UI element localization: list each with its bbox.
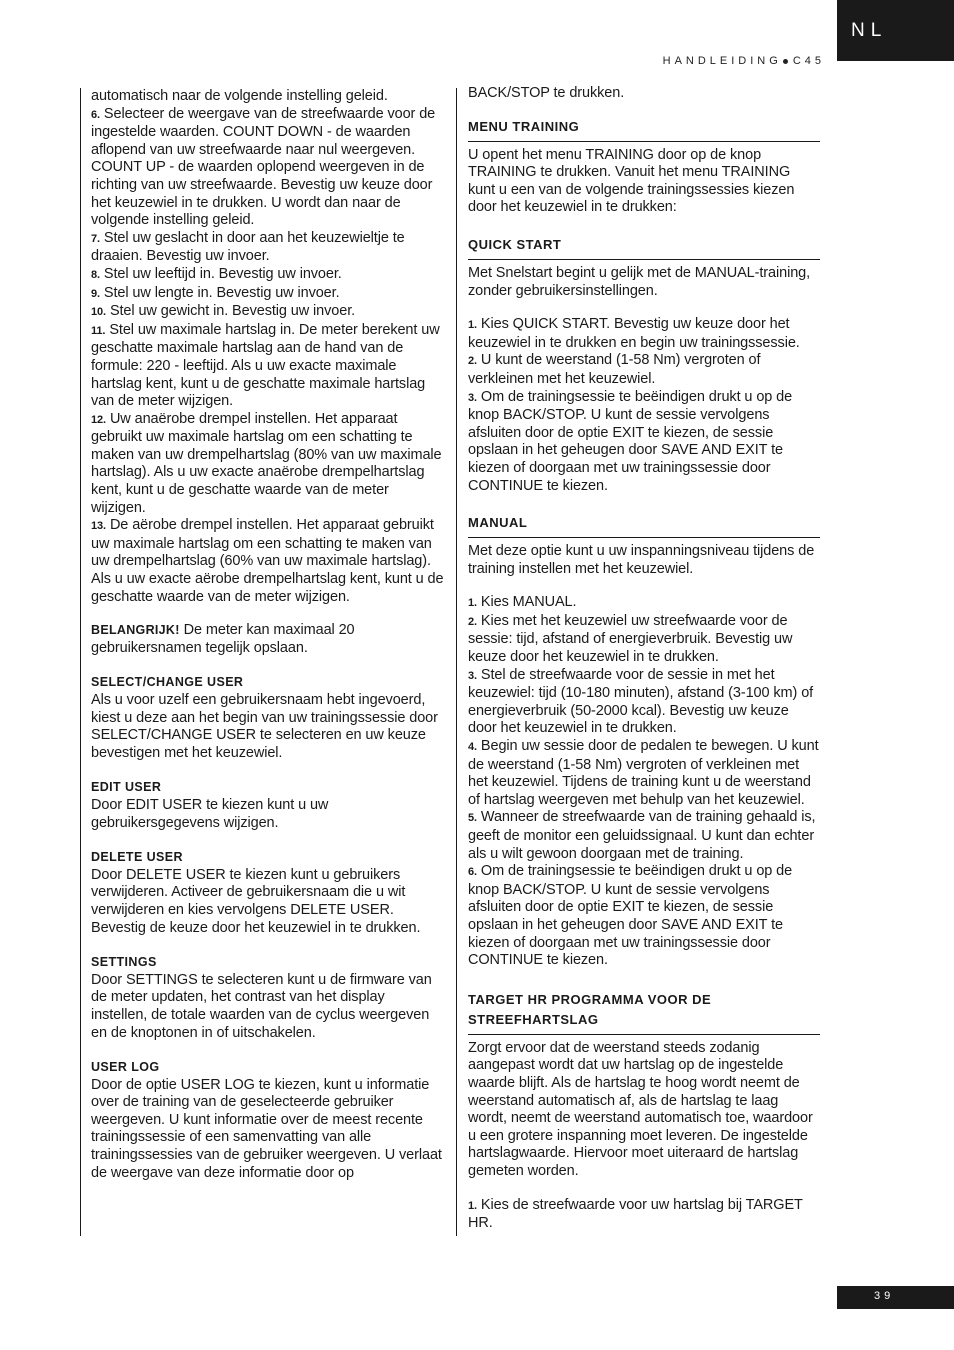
step-number: 10. [91,306,106,319]
step-number: 6. [91,108,100,121]
step-item [91,285,444,304]
step-text: Stel uw maximale hartslag in. De meter berekent uw geschatte maximale hartslag aan de hand van de formule: 220 - leeftijd. Als u uw exacte maximale hartslag kent, kunt u de geschatte maximale hartslag van de meter wijzigen. [91,321,440,410]
step-number: 9. [91,287,100,300]
step-number: 5. [468,812,477,825]
step-text: Kies met het keuzewiel uw streefwaarde voor de sessie: tijd, afstand of energieverbruik. Bevestig uw keuze door het keuzewiel in te drukken. [468,612,793,666]
header-manual-label: HANDLEIDING [662,55,782,67]
heading-quick-start: QUICK START [468,235,820,260]
step-item [468,389,820,496]
left-column [80,88,444,1236]
step-number: 1. [468,597,477,610]
text-quick-start: Met Snelstart begint u gelijk met de MANUAL-training, zonder gebruikersinstellingen. [468,264,811,299]
heading-target-hr-line1: TARGET HR PROGRAMMA VOOR DE [468,991,712,1007]
step-text: Kies MANUAL. [480,594,577,611]
step-text: Om de trainingsessie te beëindigen drukt u op de knop BACK/STOP. U kunt de sessie vervolgens afsluiten door de optie EXIT te kiezen, de sessie opslaan in het geheugen door SAVE AND EXIT te kiezen of doorgaan met uw trainingssessie door CONTINUE te kiezen. [468,388,793,494]
section-text-delete-user: Door DELETE USER te kiezen kunt u gebruikers verwijderen. Activeer de gebruikersnaam die u wit verwijderen en kies vervolgens DELETE USER. Bevestig de keuze door het keuzewiel in te drukken. [91,866,421,936]
section-text-user-log: Door de optie USER LOG te kiezen, kunt u informatie over de training van de geselecteerde gebruiker weergeven. U kunt informatie over de meest recente trainingssessie of een samenvatting van alle trainingssessies van de gebruiker weergeven. U verlaat de weergave van deze informatie door op [91,1076,442,1181]
step-item [468,863,820,970]
step-number: 11. [91,324,106,337]
section-text-select-change-user: Als u voor uzelf een gebruikersnaam hebt ingevoerd, kiest u deze aan het begin van uw trainingssessie door SELECT/CHANGE USER te selecteren en uw keuze bevestigen met het keuzewiel. [91,692,438,761]
step-number: 4. [468,741,477,754]
paragraph-intro: automatisch naar de volgende instelling geleid. [91,88,388,104]
step-item [91,303,444,322]
section-title-user-log: USER LOG [91,1060,160,1075]
important-label: BELANGRIJK! [91,623,180,638]
step-text: Kies QUICK START. Bevestig uw keuze door het keuzewiel in te drukken en begin uw trainingssessie. [468,316,800,351]
step-number: 2. [468,355,477,368]
step-number: 7. [91,232,100,245]
step-number: 2. [468,615,477,628]
step-number: 3. [468,669,477,682]
running-header [663,55,825,67]
text-menu-training: U opent het menu TRAINING door op de knop TRAINING te drukken. Vanuit het menu TRAINING kunt u een van de volgende trainingssessies kiezen door het keuzewiel in te drukken: [468,146,795,216]
important-note [91,622,444,657]
step-item [91,266,444,285]
section-title-select-change-user: SELECT/CHANGE USER [91,675,244,690]
section-title-settings: SETTINGS [91,955,157,970]
heading-target-hr [468,990,820,1035]
text-target-hr: Zorgt ervoor dat de weerstand steeds zodanig aangepast wordt dat uw hartslag op de ingestelde waarde blijft. Als de hartslag te hoog wordt neemt de weerstand automatisch af, als de hartslag te laag wordt, neemt de weerstand automatisch toe, waardoor u een grotere inspanning moet leveren. De ingestelde hartslagwaarde. Hiervoor moet uiteraard de hartslag gemeten worden. [468,1039,813,1179]
section-text-edit-user: Door EDIT USER te kiezen kunt u uw gebruikersgegevens wijzigen. [91,796,329,831]
step-number: 6. [468,866,477,879]
page-number: 39 [837,1286,954,1309]
step-item [468,667,820,738]
step-text: Begin uw sessie door de pedalen te bewegen. U kunt de weerstand (1-58 Nm) vergroten of verkleinen met het keuzewiel. Tijdens de training kunt u de weerstand of hartslag weergeven met behulp van het keuzewiel. [468,738,819,808]
step-number: 1. [468,319,477,332]
language-tab: NL [837,0,954,61]
heading-manual: MANUAL [468,513,820,538]
right-column [456,85,820,1236]
heading-target-hr-line2: STREEFHARTSLAG [468,1011,599,1027]
step-text: Kies de streefwaarde voor uw hartslag bij TARGET HR. [468,1196,803,1232]
step-item [91,322,444,411]
step-item [468,809,820,863]
step-number: 3. [468,391,477,404]
step-item [91,230,444,266]
step-item [91,411,444,518]
step-number: 8. [91,268,100,281]
step-text: Stel uw lengte in. Bevestig uw invoer. [103,284,340,301]
important-text: De meter kan maximaal 20 gebruikersnamen tegelijk opslaan. [91,622,355,656]
paragraph-intro: BACK/STOP te drukken. [468,85,625,101]
step-text: Stel uw geslacht in door aan het keuzewieltje te draaien. Bevestig uw invoer. [91,229,405,265]
step-item [468,1197,820,1233]
step-text: U kunt de weerstand (1-58 Nm) vergroten of verkleinen met het keuzewiel. [468,352,761,387]
step-text: Selecteer de weergave van de streefwaarde voor de ingestelde waarden. COUNT DOWN - de waarden aflopend van uw streefwaarde naar nul weergeven. COUNT UP - de waarden oplopend weergeven in de richting van uw streefwaarde. Bevestig uw keuze door het keuzewiel in te drukken. U wordt dan naar de volgende instelling geleid. [91,105,436,229]
step-item [468,613,820,667]
step-text: Om de trainingsessie te beëindigen drukt u op de knop BACK/STOP. U kunt de sessie vervolgens afsluiten door de optie EXIT te kiezen, de sessie opslaan in het geheugen door SAVE AND EXIT te kiezen of doorgaan met uw trainingssessie door CONTINUE te kiezen. [468,863,793,969]
step-text: Stel uw leeftijd in. Bevestig uw invoer. [103,265,342,282]
step-text: Wanneer de streefwaarde van de training gehaald is, geeft de monitor een geluidssignaal. U kunt dan echter als u wilt gewoon doorgaan met de training. [468,809,816,862]
heading-menu-training: MENU TRAINING [468,117,820,142]
step-text: Stel de streefwaarde voor de sessie in met het keuzewiel: tijd (10-180 minuten), afstand (3-100 km) of energieverbruik (50-2000 kcal). Bevestig uw keuze door het keuzewiel in te drukken. [468,666,814,737]
step-text: Uw anaërobe drempel instellen. Het apparaat gebruikt uw maximale hartslag om een schatting te maken van uw drempelhartslag (80% van uw maximale hartslag). Als u uw exacte anaërobe drempelhartslag kent, kunt u de geschatte waarde van de meter wijzigen. [91,410,442,516]
step-number: 12. [91,413,106,426]
step-number: 1. [468,1199,477,1212]
step-item [91,517,444,606]
step-item [468,316,820,352]
step-item [468,594,820,613]
header-model-label: C45 [792,55,825,67]
bullet-dot-icon [783,59,788,64]
text-manual: Met deze optie kunt u uw inspanningsniveau tijdens de training instellen met het keuzewiel. [468,543,815,577]
section-title-delete-user: DELETE USER [91,850,183,865]
step-item [468,352,820,388]
step-text: Stel uw gewicht in. Bevestig uw invoer. [109,303,356,320]
step-text: De aërobe drempel instellen. Het apparaat gebruikt uw maximale hartslag om een schatting te maken van uw drempelhartslag (60% van uw maximale hartslag). Als u uw exacte aërobe drempelhartslag kent, kunt u de geschatte waarde van de meter wijzigen. [91,517,444,605]
step-item [91,106,444,230]
step-item [468,738,820,809]
section-title-edit-user: EDIT USER [91,780,162,795]
section-text-settings: Door SETTINGS te selecteren kunt u de firmware van de meter updaten, het contrast van het display instellen, de totale waarden van de cyclus weergeven en de knoptonen in of uitschakelen. [91,971,432,1041]
step-number: 13. [91,520,106,533]
